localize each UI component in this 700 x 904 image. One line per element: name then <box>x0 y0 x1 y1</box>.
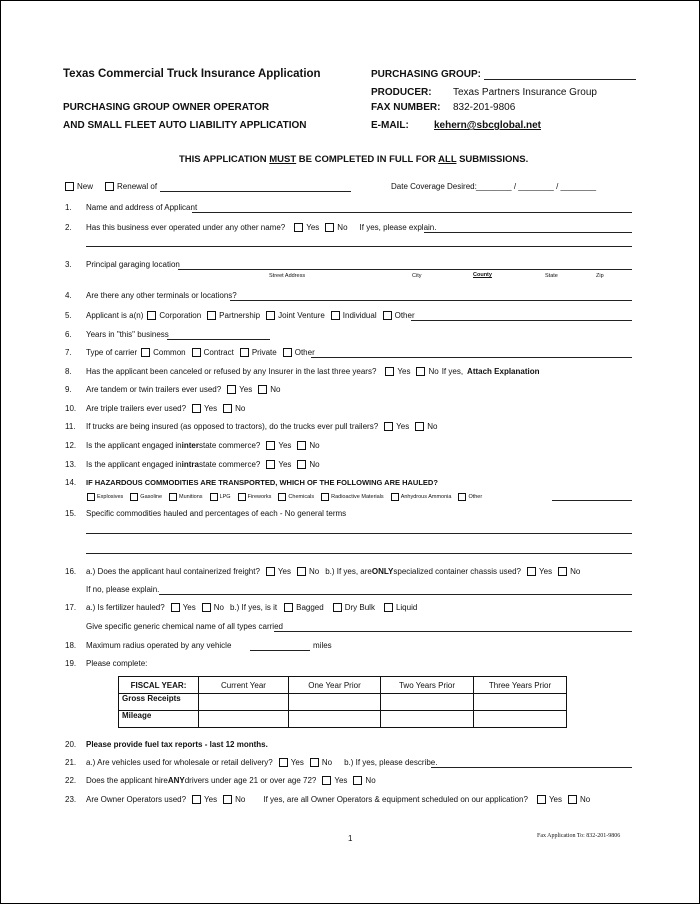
q1-number: 1. <box>65 203 72 212</box>
q12-number: 12. <box>65 441 77 450</box>
q16-row: a.) Does the applicant haul containerized freight? Yes No b.) If yes, are ONLY specialized container chassis used? Yes No <box>86 567 581 576</box>
q4-number: 4. <box>65 291 72 300</box>
q21-row: a.) Are vehicles used for wholesale or retail delivery? Yes No b.) If yes, please describe. <box>86 758 438 767</box>
q6-number: 6. <box>65 330 72 339</box>
q16-number: 16. <box>65 567 77 576</box>
q17a-no[interactable]: No <box>202 603 224 612</box>
q12-no[interactable]: No <box>297 441 319 450</box>
q18-number: 18. <box>65 641 77 650</box>
fiscal-header-row <box>119 677 567 694</box>
page-number: 1 <box>348 834 353 843</box>
q2-yes[interactable]: Yes <box>294 223 319 232</box>
q10-row: Are triple trailers ever used? Yes No <box>86 404 246 413</box>
mileage-row <box>119 711 567 728</box>
q19-number: 19. <box>65 659 77 668</box>
chemical-name-field[interactable] <box>274 631 632 632</box>
max-radius-field[interactable] <box>250 650 310 651</box>
q13-row: Is the applicant engaged in intra state commerce? Yes No <box>86 460 320 469</box>
q2-number: 2. <box>65 223 72 232</box>
q9-row: Are tandem or twin trailers ever used? Yes No <box>86 385 281 394</box>
one-year-prior-header: One Year Prior <box>289 677 381 694</box>
producer-value: Texas Partners Insurance Group <box>453 87 597 98</box>
q19-label: Please complete: <box>86 659 148 668</box>
dry-bulk-option[interactable]: Dry Bulk <box>333 603 375 612</box>
new-renewal-row <box>65 182 163 191</box>
q12-row: Is the applicant engaged in inter state commerce? Yes No <box>86 441 320 450</box>
q17-row: a.) Is fertilizer hauled? Yes No b.) If yes, is it Bagged Dry Bulk Liquid <box>86 603 418 612</box>
q21a-no[interactable]: No <box>310 758 332 767</box>
q11-row: If trucks are being insured (as opposed to tractors), do the trucks ever pull trailers? Yes No <box>86 422 438 431</box>
q5-number: 5. <box>65 311 72 320</box>
table-cell[interactable] <box>289 711 381 728</box>
explosives-option[interactable]: Explosives <box>87 493 123 501</box>
individual-option[interactable]: Individual <box>331 311 377 320</box>
garaging-location-field[interactable] <box>178 269 632 270</box>
q23b-yes[interactable]: Yes <box>537 795 562 804</box>
producer-label: PRODUCER: <box>371 87 432 98</box>
lpg-option[interactable]: LPG <box>210 493 231 501</box>
q23-row: Are Owner Operators used? Yes No If yes, are all Owner Operators & equipment scheduled on our application? Yes No <box>86 795 591 804</box>
form-title: Texas Commercial Truck Insurance Application <box>63 68 321 80</box>
table-cell[interactable] <box>199 711 289 728</box>
street-address-caption: Street Address <box>269 273 306 279</box>
chemicals-option[interactable]: Chemicals <box>278 493 314 501</box>
date-coverage-label: Date Coverage Desired: <box>391 182 477 191</box>
table-cell[interactable] <box>199 694 289 711</box>
years-in-business-field[interactable] <box>167 339 270 340</box>
q14-number: 14. <box>65 478 77 487</box>
mileage-label: Mileage <box>119 711 199 728</box>
q23-number: 23. <box>65 795 77 804</box>
q9-number: 9. <box>65 385 72 394</box>
q21-describe-field[interactable] <box>431 767 632 768</box>
fax-footer: Fax Application To: 832-201-9806 <box>537 833 621 839</box>
other-terminals-field[interactable] <box>230 300 632 301</box>
q8-row: Has the applicant been canceled or refused by any Insurer in the last three years? Yes No If yes, Attach Explanation <box>86 367 540 376</box>
table-cell[interactable] <box>381 694 474 711</box>
q14-label: IF HAZARDOUS COMMODITIES ARE TRANSPORTED, WHICH OF THE FOLLOWING ARE HAULED? <box>86 478 438 487</box>
completion-notice: THIS APPLICATION MUST BE COMPLETED IN FULL FOR ALL SUBMISSIONS. <box>179 154 529 165</box>
gasoline-option[interactable]: Gasoline <box>130 493 162 501</box>
q11-yes[interactable]: Yes <box>384 422 409 431</box>
q21-number: 21. <box>65 758 77 767</box>
q23a-yes[interactable]: Yes <box>192 795 217 804</box>
q7-row: Type of carrier Common Contract Private Other <box>86 348 315 357</box>
q16b-yes[interactable]: Yes <box>527 567 552 576</box>
partnership-option[interactable]: Partnership <box>207 311 260 320</box>
other-hazard-field[interactable] <box>552 500 632 501</box>
q15-number: 15. <box>65 509 77 518</box>
q22-no[interactable]: No <box>353 776 375 785</box>
fax-value: 832-201-9806 <box>453 102 516 113</box>
q16a-no[interactable]: No <box>297 567 319 576</box>
commodities-line-1[interactable] <box>86 533 632 534</box>
q8-number: 8. <box>65 367 72 376</box>
other-carrier-option[interactable]: Other <box>283 348 315 357</box>
renewal-field[interactable] <box>160 191 351 192</box>
new-checkbox[interactable] <box>65 182 74 191</box>
other-hazard-option[interactable]: Other <box>458 493 482 501</box>
q17-chemical-label: Give specific generic chemical name of all types carried <box>86 622 283 631</box>
subtitle-1: PURCHASING GROUP OWNER OPERATOR <box>63 102 270 113</box>
table-cell[interactable] <box>474 711 567 728</box>
table-cell[interactable] <box>289 694 381 711</box>
two-years-prior-header: Two Years Prior <box>381 677 474 694</box>
q13-no[interactable]: No <box>297 460 319 469</box>
q16-explain-label: If no, please explain. <box>86 585 160 594</box>
private-carrier-option[interactable]: Private <box>240 348 277 357</box>
q4-label: Are there any other terminals or locations? <box>86 291 237 300</box>
email-value[interactable]: kehern@sbcglobal.net <box>434 120 541 131</box>
munitions-option[interactable]: Munitions <box>169 493 203 501</box>
q23a-no[interactable]: No <box>223 795 245 804</box>
q16a-yes[interactable]: Yes <box>266 567 291 576</box>
date-coverage-blank[interactable]: ________ / ________ / ________ <box>476 182 597 191</box>
new-option[interactable]: New <box>65 182 93 191</box>
q9-no[interactable]: No <box>258 385 280 394</box>
applicant-name-field[interactable] <box>192 212 632 213</box>
hazardous-options <box>87 493 489 501</box>
q10-no[interactable]: No <box>223 404 245 413</box>
corporation-option[interactable]: Corporation <box>147 311 201 320</box>
q8-no[interactable]: No <box>416 367 438 376</box>
q7-number: 7. <box>65 348 72 357</box>
three-years-prior-header: Three Years Prior <box>474 677 567 694</box>
q16-explain-field[interactable] <box>159 594 632 595</box>
q20-number: 20. <box>65 740 77 749</box>
q23b-no[interactable]: No <box>568 795 590 804</box>
renewal-checkbox[interactable] <box>105 182 114 191</box>
q2-no[interactable]: No <box>325 223 347 232</box>
q3-label: Principal garaging location <box>86 260 180 269</box>
q1-label: Name and address of Applicant <box>86 203 198 212</box>
fiscal-year-header: FISCAL YEAR: <box>119 677 199 694</box>
gross-receipts-label: Gross Receipts <box>119 694 199 711</box>
commodities-line-2[interactable] <box>86 553 632 554</box>
table-cell[interactable] <box>474 694 567 711</box>
city-caption: City <box>412 273 422 279</box>
other-entity-option[interactable]: Other <box>383 311 415 320</box>
q22-yes[interactable]: Yes <box>322 776 347 785</box>
q2-explain-field-2[interactable] <box>86 246 632 247</box>
q2-explain-field[interactable] <box>424 232 632 233</box>
q10-number: 10. <box>65 404 77 413</box>
contract-carrier-option[interactable]: Contract <box>192 348 234 357</box>
q21a-yes[interactable]: Yes <box>279 758 304 767</box>
radioactive-option[interactable]: Radioactive Materials <box>321 493 384 501</box>
q3-number: 3. <box>65 260 72 269</box>
fax-label: FAX NUMBER: <box>371 102 441 113</box>
county-caption: County <box>473 272 492 278</box>
q13-yes[interactable]: Yes <box>266 460 291 469</box>
miles-label: miles <box>313 641 332 650</box>
bagged-option[interactable]: Bagged <box>284 603 324 612</box>
common-carrier-option[interactable]: Common <box>141 348 185 357</box>
q10-yes[interactable]: Yes <box>192 404 217 413</box>
q5-row: Applicant is a(n) Corporation Partnership Joint Venture Individual Other <box>86 311 415 320</box>
q15-label: Specific commodities hauled and percentages of each - No general terms <box>86 509 347 518</box>
other-entity-field[interactable] <box>411 320 632 321</box>
fireworks-option[interactable]: Fireworks <box>238 493 272 501</box>
purchasing-group-label: PURCHASING GROUP: <box>371 69 482 80</box>
gross-receipts-row <box>119 694 567 711</box>
q17a-yes[interactable]: Yes <box>171 603 196 612</box>
fiscal-year-table <box>118 676 567 728</box>
subtitle-2: AND SMALL FLEET AUTO LIABILITY APPLICATION <box>63 120 307 131</box>
q20-label: Please provide fuel tax reports - last 12 months. <box>86 740 268 749</box>
q22-row: Does the applicant hire ANY drivers under age 21 or over age 72? Yes No <box>86 776 376 785</box>
liquid-option[interactable]: Liquid <box>384 603 417 612</box>
joint-venture-option[interactable]: Joint Venture <box>266 311 325 320</box>
q16b-no[interactable]: No <box>558 567 580 576</box>
other-carrier-field[interactable] <box>311 357 632 358</box>
purchasing-group-field[interactable] <box>484 79 636 80</box>
zip-caption: Zip <box>596 273 604 279</box>
q2-row: Has this business ever operated under any other name? Yes No If yes, please explain. <box>86 223 437 232</box>
email-label: E-MAIL: <box>371 120 409 131</box>
q18-label: Maximum radius operated by any vehicle <box>86 641 232 650</box>
q11-number: 11. <box>65 422 76 431</box>
q17-number: 17. <box>65 603 77 612</box>
q6-label: Years in "this" business <box>86 330 169 339</box>
anhydrous-ammonia-option[interactable]: Anhydrous Ammonia <box>391 493 452 501</box>
q13-number: 13. <box>65 460 77 469</box>
state-caption: State <box>545 273 558 279</box>
table-cell[interactable] <box>381 711 474 728</box>
q9-yes[interactable]: Yes <box>227 385 252 394</box>
q8-yes[interactable]: Yes <box>385 367 410 376</box>
current-year-header: Current Year <box>199 677 289 694</box>
q12-yes[interactable]: Yes <box>266 441 291 450</box>
q11-no[interactable]: No <box>415 422 437 431</box>
q22-number: 22. <box>65 776 77 785</box>
renewal-option[interactable]: Renewal of <box>105 182 157 191</box>
